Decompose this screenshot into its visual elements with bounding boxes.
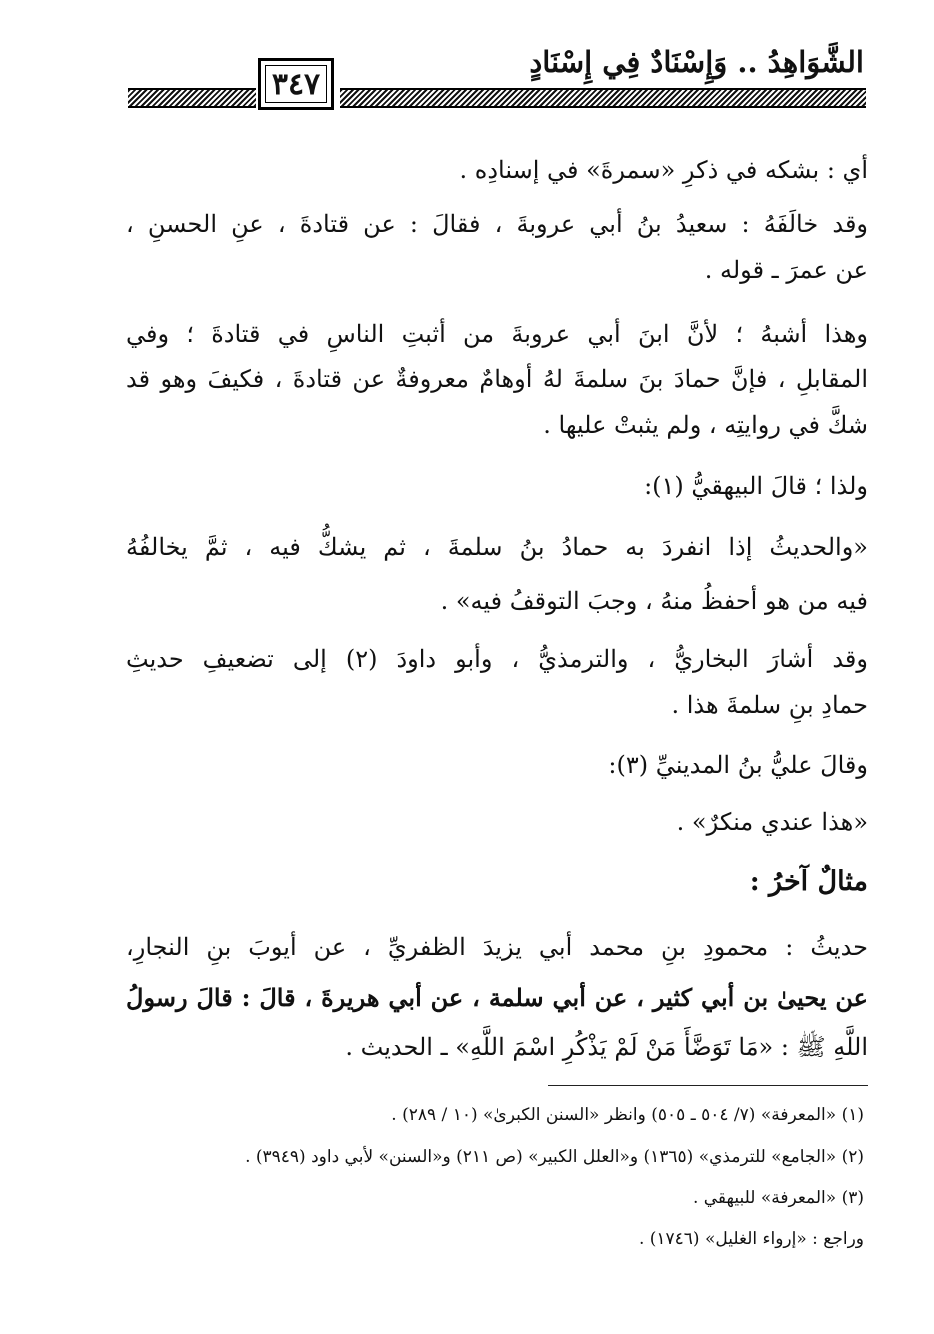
body-line: ولذا ؛ قالَ البيهقيُّ (١): bbox=[644, 472, 868, 500]
body-line: وهذا أشبهُ ؛ لأنَّ ابنَ أبي عروبةَ من أثبتِ الناسِ في قتادةَ ؛ وفي bbox=[126, 320, 868, 348]
footnote: (٢) «الجامع» للترمذي» (١٣٦٥) و«العلل الكبير» (ص ٢١١) و«السنن» لأبي داود (٣٩٤٩) . bbox=[245, 1147, 864, 1167]
quote-line: «والحديثُ إذا انفردَ به حمادُ بنُ سلمةَ ، ثم يشكُّ فيه ، ثمَّ يخالفُهُ bbox=[126, 533, 868, 561]
body-line: أي : بشكه في ذكرِ «سمرةَ» في إسنادِه . bbox=[459, 156, 868, 184]
body-line: حمادِ بنِ سلمةَ هذا . bbox=[671, 691, 868, 719]
hadith-line: اللَّهِ ﷺ : «مَا تَوَضَّأَ مَنْ لَمْ يَذْكُرِ اسْمَ اللَّهِ» ـ الحديث . bbox=[345, 1033, 868, 1061]
footnote: (١) «المعرفة» (٧/ ٥٠٤ ـ ٥٠٥) وانظر «السنن الكبرىٰ» (١٠ / ٢٨٩) . bbox=[391, 1105, 864, 1125]
body-line: عن عمرَ ـ قوله . bbox=[704, 256, 868, 284]
header-rule-right bbox=[340, 88, 866, 108]
body-line: المقابلِ ، فإنَّ حمادَ بنَ سلمةَ لهُ أوهامٌ معروفةٌ عن قتادةَ ، فكيفَ وهو قد bbox=[126, 365, 868, 393]
running-title: الشَّوَاهِدُ .. وَإِسْنَادٌ فِي إِسْنَادٍ bbox=[529, 45, 864, 79]
quote-line: «هذا عندي منكرٌ» . bbox=[676, 808, 868, 836]
body-line: وقد خالَفَهُ : سعيدُ بنُ أبي عروبةَ ، فقالَ : عن قتادةَ ، عنِ الحسنِ ، bbox=[126, 210, 868, 238]
body-line: شكَّ في روايتِه ، ولم يثبتْ عليها . bbox=[543, 411, 868, 439]
body-line: وقالَ عليُّ بنُ المدينيِّ (٣): bbox=[608, 751, 868, 779]
header-rule-left bbox=[128, 88, 256, 108]
section-heading: مثالٌ آخرُ : bbox=[749, 866, 868, 897]
page-number: ٣٤٧ bbox=[258, 58, 334, 110]
isnad-line: عن يحيىٰ بن أبي كثير ، عن أبي سلمة ، عن أبي هريرةَ ، قالَ : قالَ رسولُ bbox=[126, 983, 868, 1012]
body-line: حديثُ : محمودِ بنِ محمد أبي يزيدَ الظفريِّ ، عن أيوبَ بنِ النجارِ، bbox=[126, 933, 868, 961]
footnote-separator bbox=[548, 1085, 868, 1086]
quote-line: فيه من هو أحفظُ منهُ ، وجبَ التوقفُ فيه» . bbox=[440, 587, 868, 615]
body-line: وقد أشارَ البخاريُّ ، والترمذيُّ ، وأبو داودَ (٢) إلى تضعيفِ حديثِ bbox=[126, 645, 868, 673]
footnote: وراجع : «إرواء الغليل» (١٧٤٦) . bbox=[638, 1229, 864, 1249]
footnote: (٣) «المعرفة» للبيهقي . bbox=[692, 1188, 864, 1208]
